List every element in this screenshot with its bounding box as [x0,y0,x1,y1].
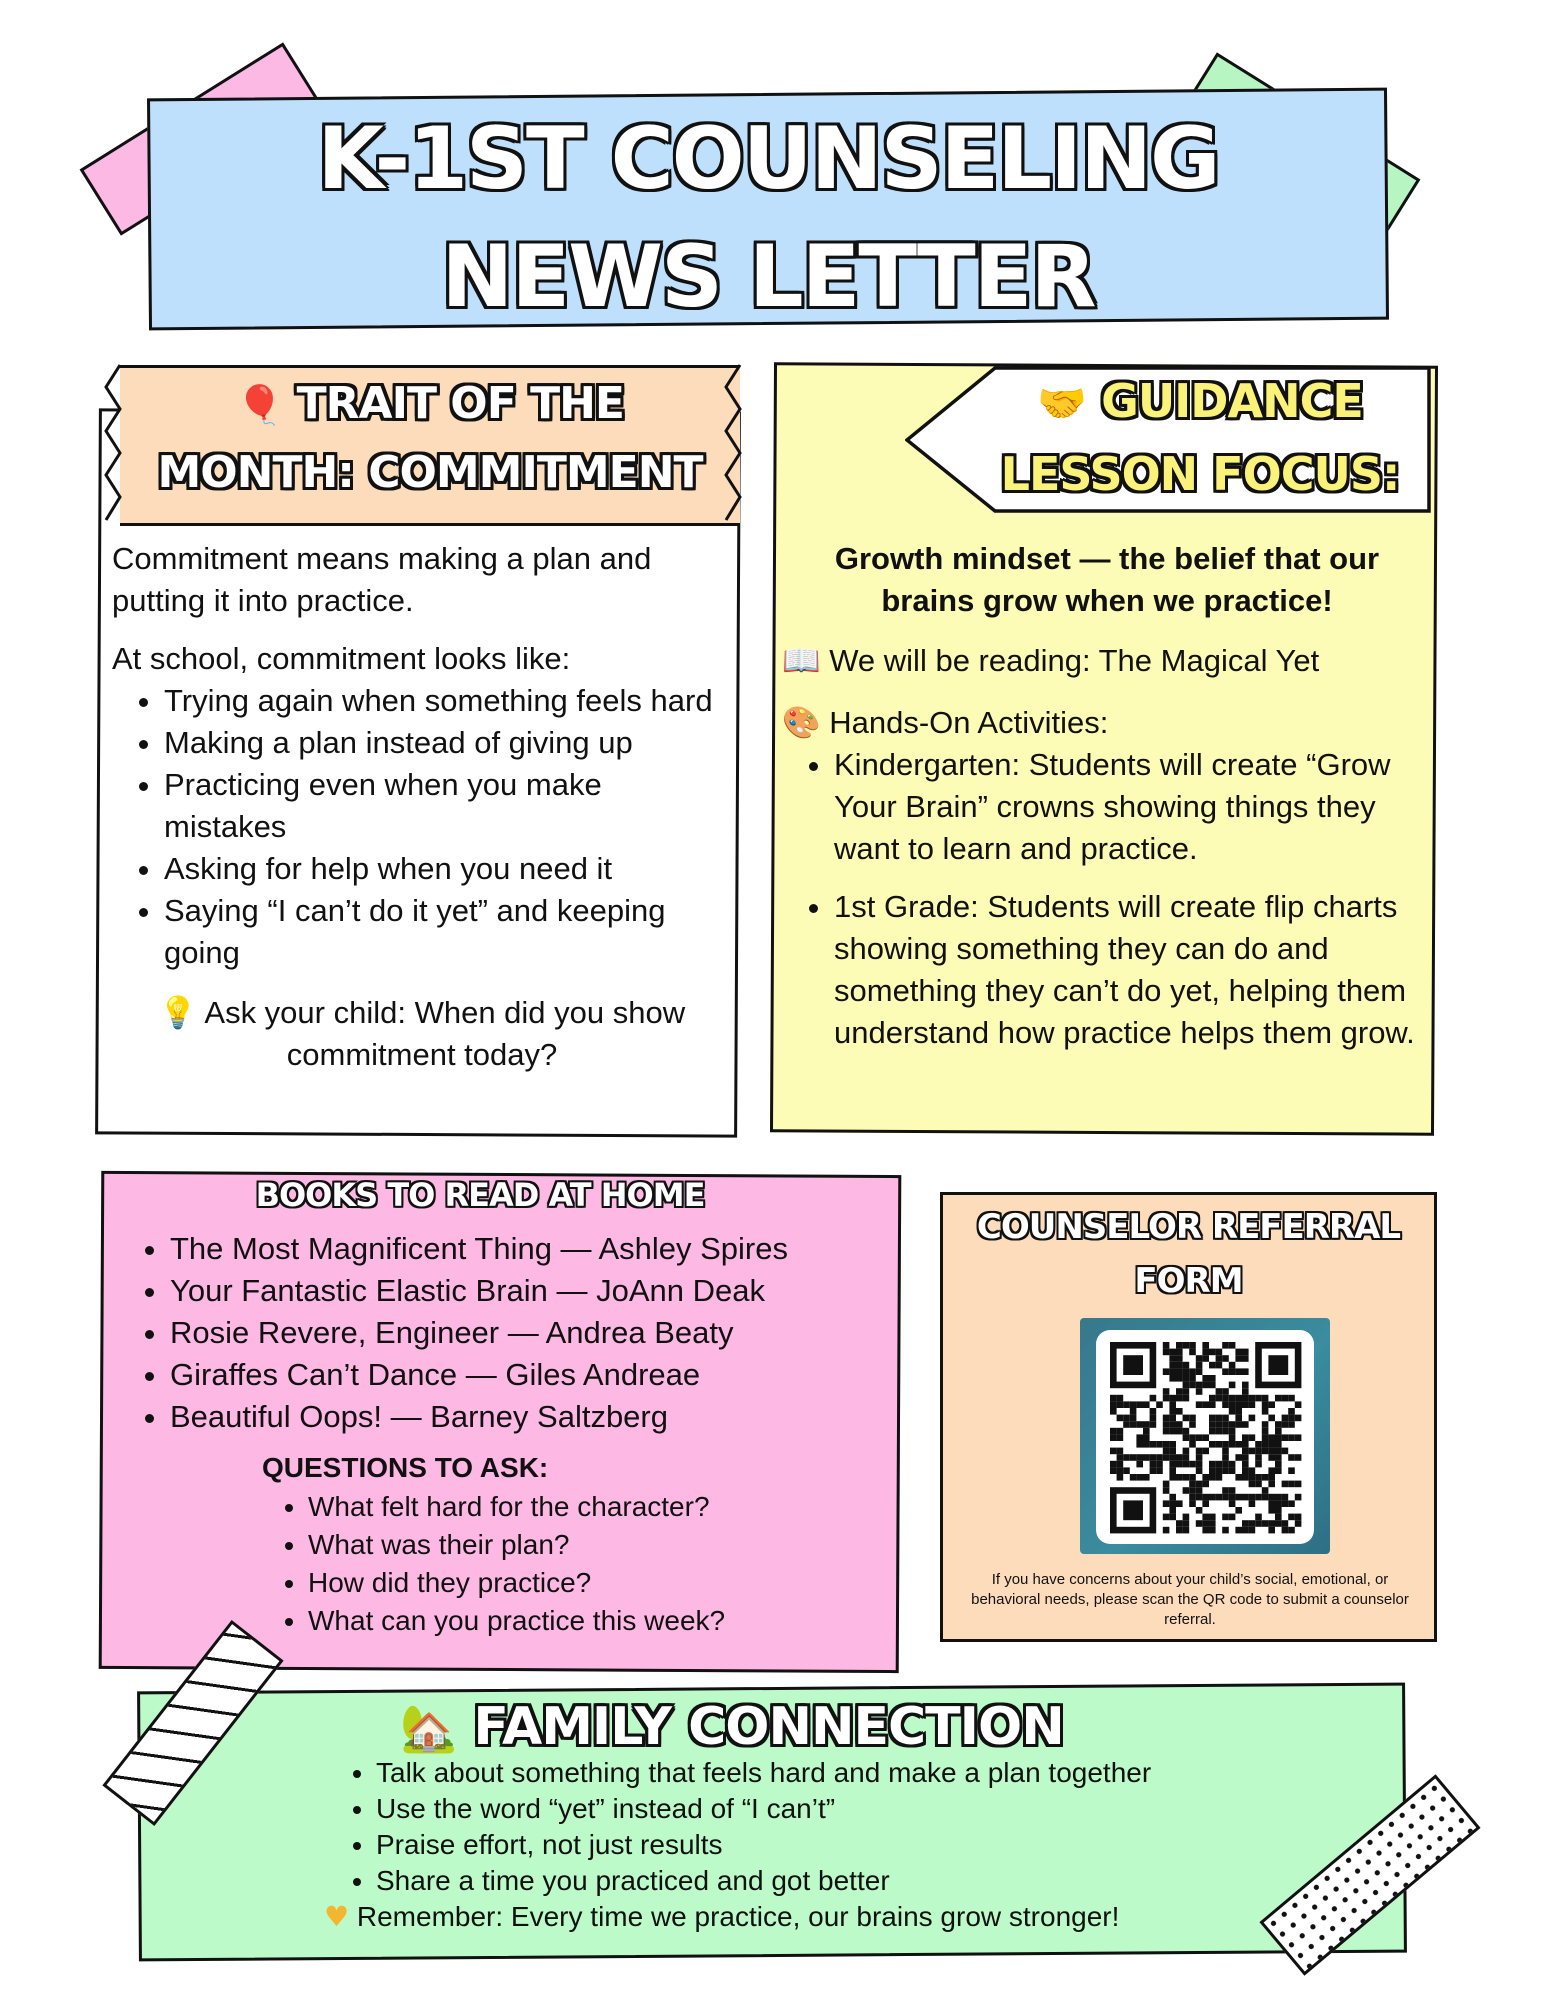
list-item: • Beautiful Oops! — Barney Saltzberg [170,1396,898,1438]
guidance-title [980,366,1420,509]
family-content [324,1755,1390,1935]
list-item: • What felt hard for the character? [308,1488,856,1526]
list-item: • How did they practice? [308,1564,856,1602]
trait-content [112,538,732,1076]
list-item: • Giraffes Can’t Dance — Giles Andreae [170,1354,898,1396]
questions-list [256,1488,856,1640]
list-item: • Practicing even when you make mistakes [164,764,732,848]
qr-code-graphic [1096,1330,1314,1544]
books-title: BOOKS TO READ AT HOME [255,1176,705,1214]
guidance-content [782,538,1432,1054]
guidance-reading-text: We will be reading: The Magical Yet [829,643,1320,678]
trait-lead: At school, commitment looks like: [112,641,571,676]
page-title-line1: K-1ST COUNSELING [317,109,1219,209]
referral-title [940,1200,1437,1308]
page-title [148,100,1388,336]
palette-icon: 🎨 [782,705,821,741]
guidance-focus: Growth mindset — the belief that our brains grow when we practice! [834,541,1380,618]
trait-tip [112,992,732,1076]
balloon-icon: 🎈 [236,383,283,427]
trait-title-line1: TRAIT OF THE [296,378,624,429]
questions-title: QUESTIONS TO ASK: [262,1452,549,1483]
questions-section [256,1488,856,1640]
list-item: • Praise effort, not just results [376,1827,1390,1863]
lightbulb-icon: 💡 [158,995,198,1031]
guidance-reading [782,640,1432,682]
list-item: • Asking for help when you need it [164,848,732,890]
list-item: • The Most Magnificent Thing — Ashley Spires [170,1228,898,1270]
qr-code-icon[interactable] [1096,1330,1314,1544]
trait-title [120,370,740,507]
books-content [118,1228,898,1438]
family-closing-text: Remember: Every time we practice, our brains grow stronger! [356,1901,1120,1932]
referral-title-line1: COUNSELOR REFERRAL [976,1207,1401,1247]
books-list [118,1228,898,1438]
list-item: • Kindergarten: Students will create “Grow Your Brain” crowns showing things they want to learn and practice. [834,744,1432,870]
family-title [400,1692,1100,1763]
referral-title-line2: FORM [1134,1261,1243,1301]
trait-tip-text: Ask your child: When did you show commitment today? [204,995,686,1072]
book-icon: 📖 [782,643,821,679]
family-title-text: FAMILY CONNECTION [473,1697,1064,1757]
list-item: • Saying “I can’t do it yet” and keeping going [164,890,732,974]
trait-list [112,680,732,974]
list-item: • 1st Grade: Students will create flip charts showing something they can do and something they can’t do yet, helping them understand how practice helps them grow. [834,886,1432,1054]
guidance-activities-label-text: Hands-On Activities: [829,705,1109,740]
list-item: • Use the word “yet” instead of “I can’t” [376,1791,1390,1827]
list-item: • Trying again when something feels hard [164,680,732,722]
family-list [330,1755,1390,1899]
list-item: • Rosie Revere, Engineer — Andrea Beaty [170,1312,898,1354]
page-title-line2: NEWS LETTER [441,227,1095,327]
list-item: • What was their plan? [308,1526,856,1564]
list-item: • Share a time you practiced and got better [376,1863,1390,1899]
list-item: • Making a plan instead of giving up [164,722,732,764]
guidance-activities-label [782,702,1432,744]
family-closing [324,1899,1390,1935]
list-item: • What can you practice this week? [308,1602,856,1640]
guidance-activities-list [782,744,1432,1054]
list-item: • Talk about something that feels hard and make a plan together [376,1755,1390,1791]
trait-title-line2: MONTH: COMMITMENT [157,447,703,498]
referral-note: If you have concerns about your child’s social, emotional, or behavioral needs, please scan the QR code to submit a counselor referral. [971,1571,1409,1628]
trait-intro: Commitment means making a plan and putting it into practice. [112,541,652,618]
list-item: • Your Fantastic Elastic Brain — JoAnn Deak [170,1270,898,1312]
guidance-title-line1: GUIDANCE [1101,374,1363,428]
handshake-icon: 🤝 [1037,381,1087,427]
house-icon: 🏡 [400,1701,457,1755]
guidance-title-line2: LESSON FOCUS: [1000,447,1400,501]
heart-icon: ♥ [324,1900,350,1933]
